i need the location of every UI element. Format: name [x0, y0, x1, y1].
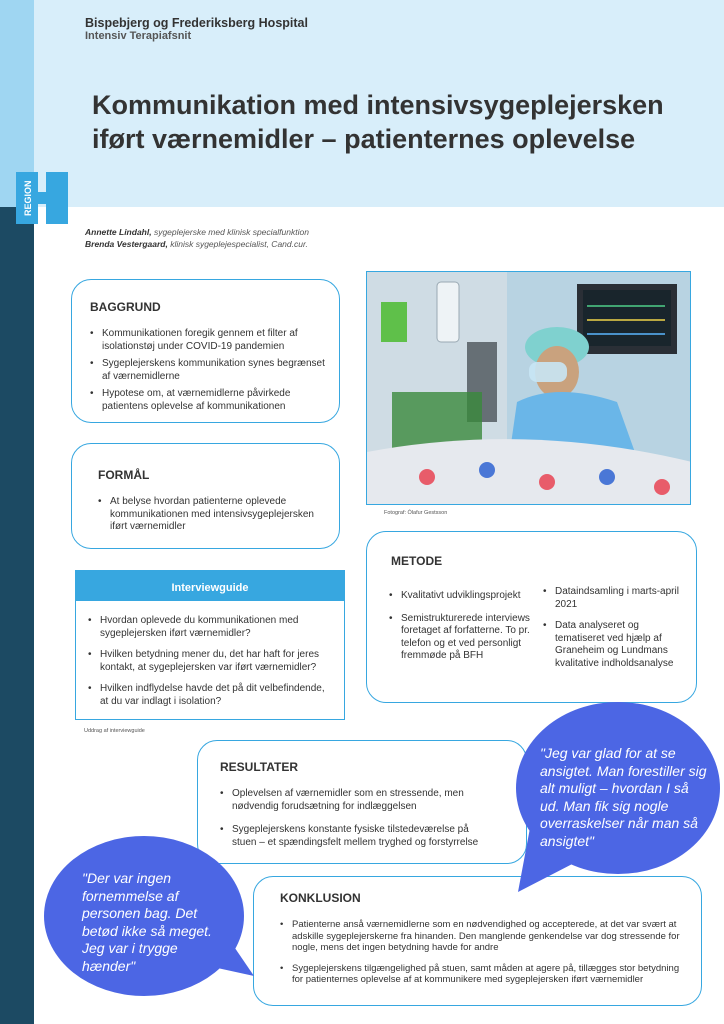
formaal-box [71, 443, 340, 549]
baggrund-list [90, 328, 325, 413]
baggrund-heading: BAGGRUND [90, 300, 161, 314]
resultater-heading: RESULTATER [220, 760, 298, 774]
interviewguide-heading: Interviewguide [76, 571, 344, 601]
metode-box [366, 531, 697, 703]
metode-col-2 [543, 586, 688, 670]
title-line-2: iført værnemidler – patienternes oplevelse [92, 124, 636, 154]
author-1: Annette Lindahl, sygeplejerske med klinisk specialfunktion [85, 227, 309, 237]
list-item: • Semistrukturerede interviews foretaget af forfatterne. To pr. telefon og et ved personligt fremmøde på BFH [389, 613, 544, 663]
metode-heading: METODE [391, 554, 443, 568]
quote-right: "Jeg var glad for at se ansigtet. Man forestiller sig alt muligt – hvordan I så ud. Man fik sig nogle overraskelser når man så ansigtet" [540, 745, 707, 849]
icu-photo [366, 271, 691, 505]
authors [85, 226, 309, 250]
list-item: • Sygeplejerskens tilgængelighed på stuen, samt måden at agere på, tillægges stor betydning for patienternes oplevelse af at kommunikere med sygeplejersken iført værnemidler [280, 963, 689, 986]
list-item: • Sygeplejerskens konstante fysiske tilstedeværelse på stuen – et spændingsfelt mellem tryghed og forstyrrelse [220, 824, 490, 849]
left-strip-dark [0, 207, 34, 1024]
region-h-logo [16, 172, 68, 224]
list-item: • Oplevelsen af værnemidler som en stressende, men nødvendig forudsætning for indlæggelsen [220, 788, 490, 813]
quote-left: "Der var ingen fornemmelse af personen bag. Det betød ikke så meget. Jeg var i trygge hænder" [82, 870, 212, 974]
list-item: • Dataindsamling i marts-april 2021 [543, 586, 688, 611]
list-item: • Hypotese om, at værnemidlerne påvirkede patientens oplevelse af kommunikationen [90, 388, 325, 413]
metode-col-1 [389, 590, 544, 663]
interviewguide-caption: Uddrag af interviewguide [84, 728, 145, 734]
list-item: • Data analyseret og tematiseret ved hjælp af Graneheim og Lundmans kvalitative indholdsanalyse [543, 620, 688, 670]
department-name: Intensiv Terapiafsnit [85, 30, 192, 42]
list-item: • Kommunikationen foregik gennem et filter af isolationstøj under COVID-19 pandemien [90, 328, 325, 353]
konklusion-list [280, 919, 689, 986]
list-item: • Sygeplejerskens kommunikation synes begrænset af værnemidlerne [90, 358, 325, 383]
interviewguide-list [76, 601, 344, 708]
icu-photo-illustration [367, 272, 691, 505]
list-item: • Hvilken indflydelse havde det på dit velbefindende, at du var indlagt i isolation? [88, 683, 334, 708]
formaal-list [98, 496, 325, 534]
poster-title [92, 88, 692, 156]
list-item: • Hvordan oplevede du kommunikationen med sygeplejersken iført værnemidler? [88, 615, 334, 640]
list-item: • Hvilken betydning mener du, det har haft for jeres kontakt, at sygeplejersken var iført værnemidler? [88, 649, 334, 674]
list-item: • Patienterne anså værnemidlerne som en nødvendighed og accepterede, at det var svært at adskille sygeplejerskerne fra hinanden. Den manglende genkendelse var dog stressende for nogle, mens det ingen betydning havde for andre [280, 919, 689, 954]
metode-list-2 [543, 586, 688, 670]
hospital-name: Bispebjerg og Frederiksberg Hospital [85, 16, 308, 30]
title-line-1: Kommunikation med intensivsygeplejersken [92, 90, 664, 120]
list-item: • Kvalitativt udviklingsprojekt [389, 590, 544, 603]
photo-caption: Fotograf: Ólafur Gestsson [384, 510, 448, 516]
formaal-heading: FORMÅL [98, 468, 150, 482]
interviewguide-box [75, 570, 345, 720]
metode-list-1 [389, 590, 544, 663]
resultater-list [220, 788, 490, 849]
author-2: Brenda Vestergaard, klinisk sygeplejespecialist, Cand.cur. [85, 239, 308, 249]
list-item: • At belyse hvordan patienterne oplevede kommunikationen med intensivsygeplejersken iført værnemidler [98, 496, 325, 534]
baggrund-box [71, 279, 340, 423]
logo-text: REGION [23, 180, 33, 216]
konklusion-heading: KONKLUSION [280, 891, 361, 905]
